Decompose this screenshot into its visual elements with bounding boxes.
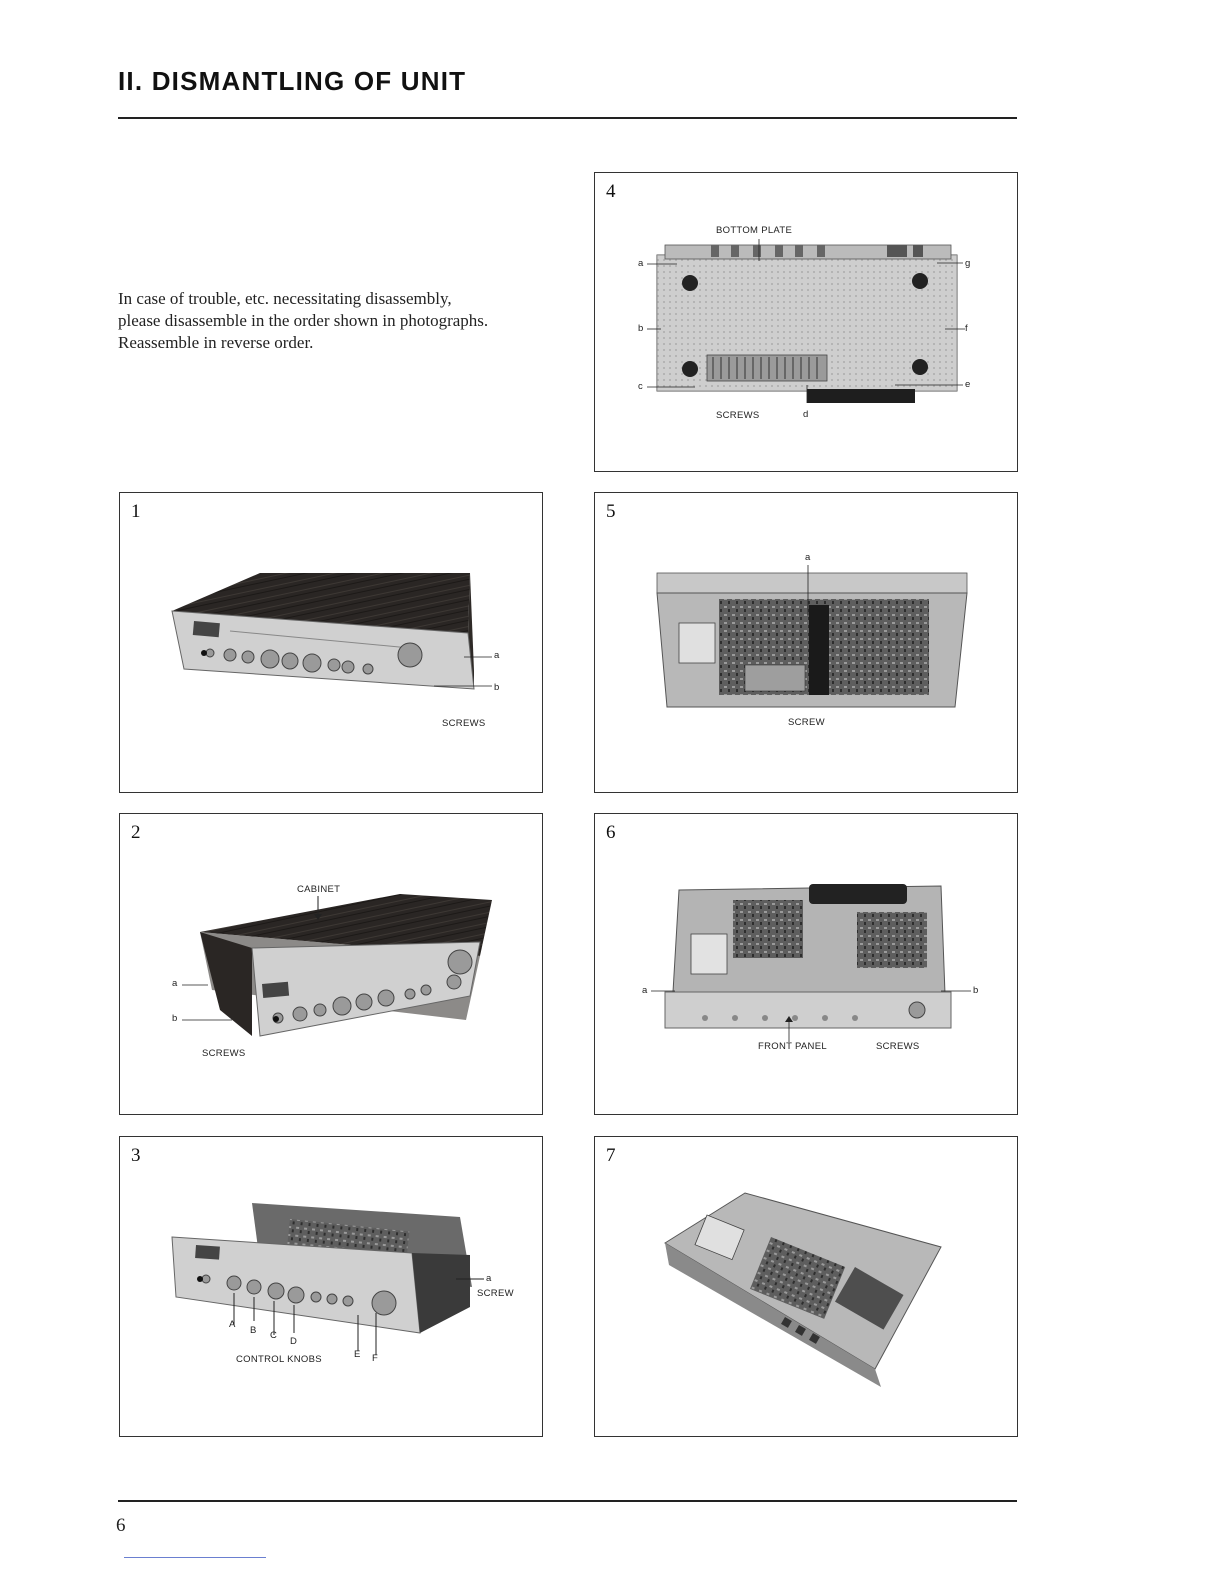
intro-line-3: Reassemble in reverse order. (118, 333, 314, 352)
label-screw-b: b (494, 682, 500, 693)
label-screw-b: b (973, 985, 979, 996)
label-screws: SCREWS (716, 410, 760, 421)
intro-line-2: please disassemble in the order shown in photographs. (118, 311, 489, 330)
photo-bottom-plate (595, 173, 1019, 473)
label-knob-c: C (270, 1330, 278, 1341)
label-knob-b: B (250, 1325, 257, 1336)
label-screw-e: e (965, 379, 971, 390)
label-screw-a: a (642, 985, 648, 996)
panel-3-number: 3 (131, 1145, 141, 1166)
label-front-panel: FRONT PANEL (758, 1041, 827, 1052)
photo-panel-6 (594, 813, 1018, 1115)
panel-2-number: 2 (131, 822, 141, 843)
label-screw-a: a (486, 1273, 492, 1284)
footnote-line (124, 1557, 266, 1558)
label-screws: SCREWS (876, 1041, 920, 1052)
label-screw-b: b (172, 1013, 178, 1024)
label-screw-d: d (803, 409, 809, 420)
panel-7-number: 7 (606, 1145, 616, 1166)
label-knob-e: E (354, 1349, 361, 1360)
label-screw-a: a (638, 258, 644, 269)
photo-panel-3 (119, 1136, 543, 1437)
photo-chassis-angled (595, 1137, 1019, 1438)
panel-4-number: 4 (606, 181, 616, 202)
label-cabinet: CABINET (297, 884, 341, 895)
label-screw-a: a (805, 552, 811, 563)
label-screw-c: c (638, 381, 644, 392)
label-knob-f: F (372, 1353, 379, 1364)
label-control-knobs: CONTROL KNOBS (236, 1354, 322, 1365)
photo-panel-2 (119, 813, 543, 1115)
photo-panel-1 (119, 492, 543, 793)
photo-removing-cabinet (120, 814, 544, 1116)
photo-panel-7 (594, 1136, 1018, 1437)
footer-rule (118, 1500, 1017, 1502)
photo-top-view-chassis (595, 493, 1019, 794)
label-screw-b: b (638, 323, 644, 334)
header-rule (118, 117, 1017, 119)
label-knob-a: A (229, 1319, 236, 1330)
photo-unit-with-cabinet (120, 493, 544, 794)
photo-panel-5 (594, 492, 1018, 793)
page-heading: II. DISMANTLING OF UNIT (118, 66, 467, 96)
label-screw-f: f (965, 323, 968, 334)
photo-front-panel-removal (595, 814, 1019, 1116)
label-screw-a: a (494, 650, 500, 661)
label-bottom-plate: BOTTOM PLATE (716, 225, 793, 236)
panel-1-number: 1 (131, 501, 141, 522)
label-screw: SCREW (788, 717, 825, 728)
panel-5-number: 5 (606, 501, 616, 522)
label-screw-a: a (172, 978, 178, 989)
panel-6-number: 6 (606, 822, 616, 843)
photo-panel-4 (594, 172, 1018, 472)
label-screws: SCREWS (442, 718, 486, 729)
intro-paragraph (118, 288, 546, 354)
label-knob-d: D (290, 1336, 298, 1347)
label-screw-g: g (965, 258, 971, 269)
intro-line-1: In case of trouble, etc. necessitating disassembly, (118, 289, 452, 308)
page-number: 6 (116, 1515, 126, 1536)
label-screw: SCREW (477, 1288, 514, 1299)
label-screws: SCREWS (202, 1048, 246, 1059)
